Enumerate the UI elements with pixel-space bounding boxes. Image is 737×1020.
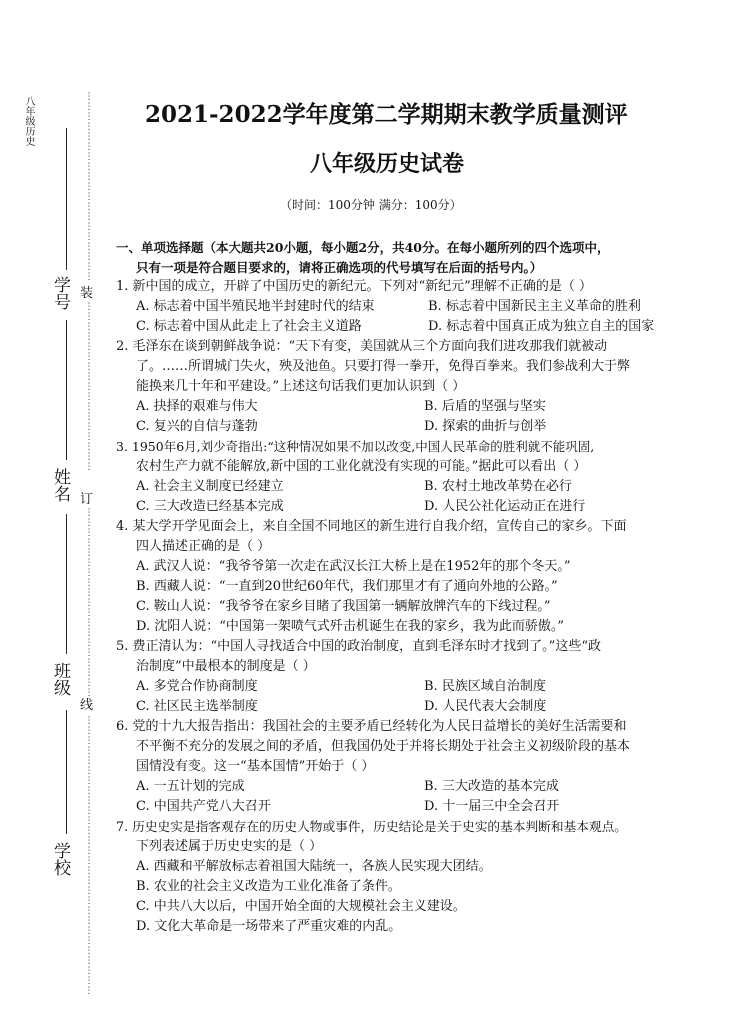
binding-dots-2: ⋮ ⋮ ⋮ ⋮ ⋮ ⋮ ⋮ ⋮ ⋮ ⋮ ⋮ ⋮ ⋮ ⋮ ⋮ ⋮ ⋮ — [84, 302, 94, 472]
q6-option-c: C. 中国共产党八大召开 — [136, 799, 271, 814]
q3-option-a: A. 社会主义制度已经建立 — [136, 479, 284, 494]
q7-option-a: A. 西藏和平解放标志着祖国大陆统一，各族人民实现大团结。 — [136, 859, 492, 874]
binding-dots-4: ⋮ ⋮ ⋮ ⋮ ⋮ ⋮ ⋮ ⋮ ⋮ ⋮ ⋮ ⋮ ⋮ ⋮ ⋮ ⋮ ⋮ ⋮ ⋮ ⋮ ⋮ ⋮ ⋮ ⋮ ⋮ ⋮ ⋮ ⋮ — [84, 716, 94, 996]
q5-option-b: B. 民族区域自治制度 — [424, 679, 546, 694]
student-id-fill-line — [66, 128, 67, 270]
q4-stem-line2: 四人描述正确的是（ ） — [136, 539, 271, 554]
q6-option-b: B. 三大改造的基本完成 — [424, 779, 559, 794]
q6-stem-line1: 6. 党的十九大报告指出：我国社会的主要矛盾已经转化为人民日益增长的美好生活需要和 — [116, 719, 627, 734]
q2-option-c: C. 复兴的自信与蓬勃 — [136, 419, 258, 434]
q4-option-b: B. 西藏人说：“一直到20世纪60年代，我们那里才有了通向外地的公路。” — [136, 579, 558, 594]
q5-option-d: D. 人民代表大会制度 — [424, 699, 547, 714]
student-id-label: 学号 — [50, 276, 70, 310]
q6-stem-line2: 不平衡不充分的发展之间的矛盾，但我国仍处于并将长期处于社会主义初级阶段的基本 — [136, 739, 631, 754]
q3-stem-line2: 农村生产力就不能解放,新中国的工业化就没有实现的可能。”据此可以看出（ ） — [136, 459, 587, 474]
q3-option-d: D. 人民公社化运动正在进行 — [424, 499, 586, 514]
q1-option-a: A. 标志着中国半殖民地半封建时代的结束 — [136, 299, 375, 314]
binding-mark-ding: 订 — [80, 492, 94, 507]
q4-option-d: D. 沈阳人说：“中国第一架喷气式歼击机诞生在我的家乡，我为此而骄傲。” — [136, 619, 565, 634]
binding-dots-3: ⋮ ⋮ ⋮ ⋮ ⋮ ⋮ ⋮ ⋮ ⋮ ⋮ ⋮ ⋮ ⋮ ⋮ ⋮ ⋮ ⋮ ⋮ ⋮ — [84, 508, 94, 698]
q6-option-a: A. 一五计划的完成 — [136, 779, 245, 794]
q4-stem-line1: 4. 某大学开学见面会上，来自全国不同地区的新生进行自我介绍，宣传自己的家乡。下面 — [116, 519, 627, 534]
q7-stem-line1: 7. 历史史实是指客观存在的历史人物或事件，历史结论是关于史实的基本判断和基本观点。 — [116, 819, 627, 834]
class-label: 班级 — [50, 662, 70, 696]
q7-stem-line2: 下列表述属于历史史实的是（ ） — [136, 839, 323, 854]
name-fill-line — [66, 320, 67, 460]
q2-stem-line2: 了。……所谓城门失火，殃及池鱼。只要打得一拳开，免得百拳来。我们参战利大于弊 — [136, 359, 631, 374]
q3-stem-line1: 3. 1950年6月,刘少奇指出:“这种情况如果不加以改变,中国人民革命的胜利就不能巩固, — [116, 439, 595, 454]
q1-option-d: D. 标志着中国真正成为独立自主的国家 — [428, 319, 655, 334]
section-heading-cont: 只有一项是符合题目要求的，请将正确选项的代号填写在后面的括号内。） — [136, 260, 543, 275]
exam-subtitle: 八年级历史试卷 — [310, 151, 465, 177]
q2-option-b: B. 后盾的坚强与坚实 — [424, 399, 546, 414]
exam-meta: （时间：100分钟 满分：100分） — [280, 198, 462, 212]
q6-stem-line3: 国情没有变。这一“基本国情”开始于（ ） — [136, 759, 375, 774]
q5-option-c: C. 社区民主选举制度 — [136, 699, 258, 714]
q1-option-c: C. 标志着中国从此走上了社会主义道路 — [136, 319, 362, 334]
q7-option-b: B. 农业的社会主义改造为工业化准备了条件。 — [136, 879, 401, 894]
section-heading: 一、单项选择题（本大题共20小题，每小题2分，共40分。在每小题所列的四个选项中， — [116, 240, 610, 255]
q2-option-a: A. 抉择的艰难与伟大 — [136, 399, 258, 414]
q3-option-c: C. 三大改造已经基本完成 — [136, 499, 284, 514]
exam-title: 2021-2022学年度第二学期期末教学质量测评 — [145, 101, 628, 128]
q2-stem-line3: 能换来几十年和平建设。”上述这句话我们更加认识到（ ） — [136, 379, 466, 394]
binding-mark-zhuang: 装 — [80, 286, 94, 301]
school-fill-line — [66, 710, 67, 834]
school-label: 学校 — [50, 842, 70, 876]
q5-stem-line2: 治制度”中最根本的制度是（ ） — [136, 659, 316, 674]
q5-stem-line1: 5. 费正清认为：“中国人寻找适合中国的政治制度，直到毛泽东时才找到了。”这些“政 — [116, 639, 601, 654]
corner-label: 八年级历史 — [23, 96, 34, 146]
q4-option-a: A. 武汉人说：“我爷爷第一次走在武汉长江大桥上是在1952年的那个冬天。” — [136, 559, 571, 574]
q7-option-d: D. 文化大革命是一场带来了严重灾难的内乱。 — [136, 919, 402, 934]
name-label: 姓名 — [50, 468, 70, 502]
q1-option-b: B. 标志着中国新民主主义革命的胜利 — [428, 299, 641, 314]
q2-option-d: D. 探索的曲折与创举 — [424, 419, 547, 434]
q3-option-b: B. 农村土地改革势在必行 — [424, 479, 572, 494]
q1-stem: 1. 新中国的成立，开辟了中国历史的新纪元。下列对“新纪元”理解不正确的是（ ） — [116, 279, 592, 294]
q6-option-d: D. 十一届三中全会召开 — [424, 799, 560, 814]
binding-mark-xian: 线 — [80, 698, 94, 713]
binding-dots-1: ⋮ ⋮ ⋮ ⋮ ⋮ ⋮ ⋮ ⋮ ⋮ ⋮ ⋮ ⋮ ⋮ ⋮ ⋮ ⋮ ⋮ ⋮ ⋮ — [84, 92, 94, 282]
q4-option-c: C. 鞍山人说：“我爷爷在家乡目睹了我国第一辆解放牌汽车的下线过程。” — [136, 599, 551, 614]
q7-option-c: C. 中共八大以后，中国开始全面的大规模社会主义建设。 — [136, 899, 466, 914]
q2-stem-line1: 2. 毛泽东在谈到朝鲜战争说：“天下有变，美国就从三个方面向我们进攻那我们就被动 — [116, 339, 608, 354]
q5-option-a: A. 多党合作协商制度 — [136, 679, 258, 694]
class-fill-line — [66, 514, 67, 654]
